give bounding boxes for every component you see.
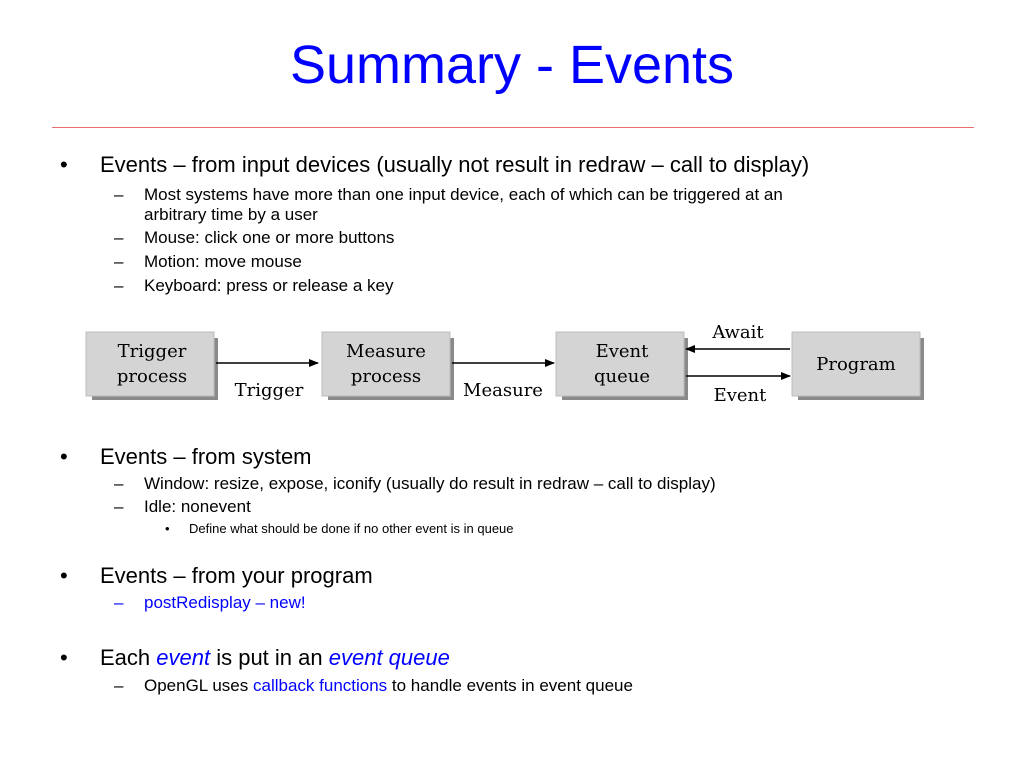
- sub-bullet-postredisplay: [114, 593, 306, 613]
- dash-marker: –: [114, 252, 124, 271]
- bullet-marker: •: [60, 444, 68, 469]
- dash-marker: –: [114, 593, 124, 612]
- sub-bullet-text: Mouse: click one or more buttons: [144, 228, 395, 247]
- bullet-text: Events – from system: [100, 444, 312, 469]
- trigger-process-box: [86, 332, 218, 400]
- sub-sub-bullet-text: Define what should be done if no other event is in queue: [189, 521, 514, 536]
- bullet-text: Events – from your program: [100, 563, 373, 588]
- sub-bullet-text: Idle: nonevent: [144, 497, 251, 516]
- event-flow-diagram: [80, 318, 930, 418]
- sub-sub-bullet-idle-define: [165, 521, 514, 536]
- event-queue-box: [556, 332, 688, 400]
- box-label: Program: [816, 354, 896, 375]
- callback-functions-highlight: callback functions: [253, 676, 388, 695]
- sub-bullet-text: Motion: move mouse: [144, 252, 302, 271]
- bullet-text: Events – from input devices (usually not result in redraw – call to display): [100, 152, 810, 177]
- bullet-text: [100, 645, 450, 671]
- text-segment: Each: [100, 645, 157, 670]
- sub-bullet-motion: [114, 252, 302, 272]
- bullet-program: [60, 563, 373, 589]
- text-segment: to handle events in event queue: [387, 676, 633, 695]
- slide-title: Summary - Events: [289, 35, 735, 95]
- sub-bullet-keyboard: [114, 276, 394, 296]
- bullet-marker: •: [60, 563, 68, 588]
- await-label: Await: [712, 322, 764, 343]
- dash-marker: –: [114, 474, 124, 493]
- trigger-label: Trigger: [234, 380, 304, 401]
- bullet-marker: •: [60, 645, 68, 670]
- dash-marker: –: [114, 185, 124, 204]
- text-segment: is put in an: [210, 645, 329, 670]
- dash-marker: –: [114, 676, 124, 695]
- bullet-system: [60, 444, 312, 470]
- sub-bullet-text-line2: arbitrary time by a user: [144, 205, 318, 224]
- bullet-event-queue: [60, 645, 450, 671]
- event-label: Event: [713, 385, 767, 406]
- dash-marker: –: [114, 276, 124, 295]
- bullet-marker: •: [60, 152, 68, 177]
- box-label-line1: Trigger: [117, 341, 187, 362]
- sub-bullet-window: [114, 474, 716, 494]
- sub-bullet-idle: [114, 497, 251, 517]
- box-label-line2: process: [116, 366, 188, 387]
- measure-process-box: [322, 332, 454, 400]
- sub-bullet-input-multiple: [114, 185, 783, 224]
- sub-bullet-mouse: [114, 228, 395, 248]
- measure-label: Measure: [463, 380, 543, 401]
- bullet-input-devices: [60, 152, 810, 178]
- dash-marker: –: [114, 228, 124, 247]
- sub-bullet-text-line1: Most systems have more than one input device, each of which can be triggered at an: [144, 185, 783, 204]
- sub-bullet-text: postRedisplay – new!: [144, 593, 306, 612]
- emphasis-event-queue: event queue: [328, 645, 450, 670]
- emphasis-event: event: [156, 645, 211, 670]
- sub-bullet-text: [144, 676, 633, 696]
- dash-marker: –: [114, 497, 124, 516]
- title-divider: [52, 127, 974, 128]
- sub-bullet-text: Keyboard: press or release a key: [144, 276, 394, 295]
- box-label-line1: Measure: [346, 341, 426, 362]
- bullet-marker: •: [165, 521, 170, 536]
- program-box: [792, 332, 924, 400]
- box-label-line2: queue: [593, 366, 651, 387]
- box-label-line1: Event: [595, 341, 649, 362]
- sub-bullet-callbacks: [114, 676, 633, 696]
- sub-bullet-text: Window: resize, expose, iconify (usually do result in redraw – call to display): [144, 474, 716, 493]
- box-label-line2: process: [350, 366, 422, 387]
- text-segment: OpenGL uses: [144, 676, 253, 695]
